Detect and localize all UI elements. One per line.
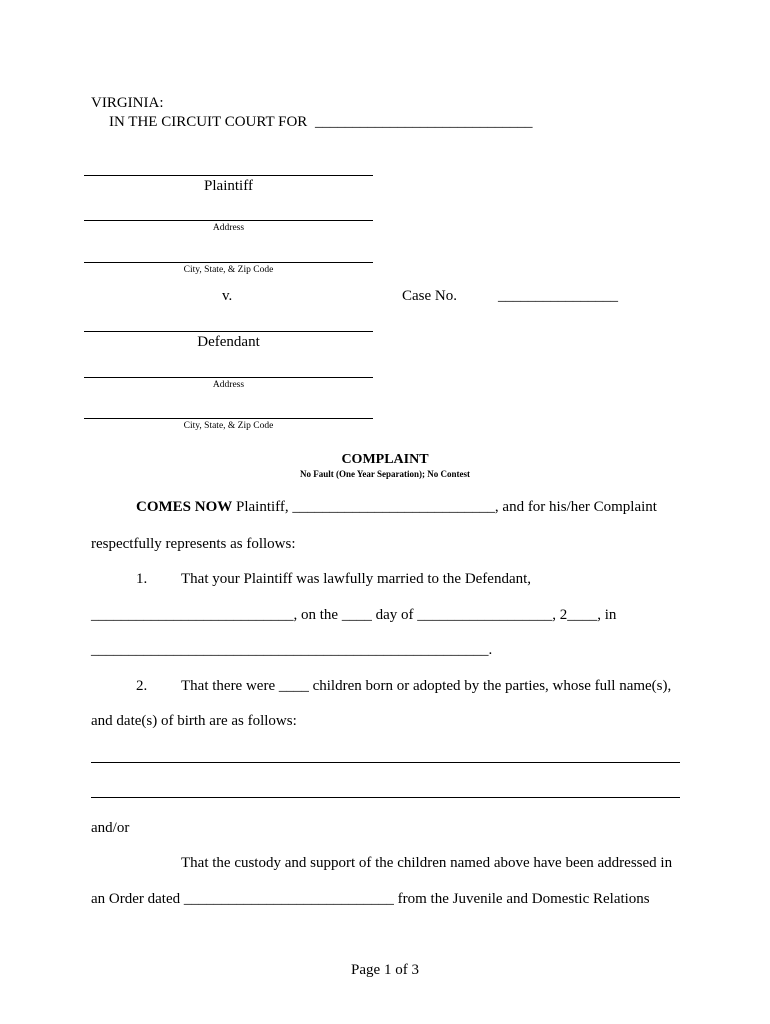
paragraph-2-text[interactable]: That there were ____ children born or adopted by the parties, whose full name(s), (181, 678, 672, 694)
state-heading: VIRGINIA: (91, 95, 164, 111)
defendant-address-line[interactable] (84, 377, 373, 378)
paragraph-1-number: 1. (136, 571, 148, 587)
paragraph-2-number: 2. (136, 678, 148, 694)
defendant-address-label: Address (212, 380, 245, 390)
plaintiff-address-line[interactable] (84, 220, 373, 221)
court-blank[interactable]: _____________________________ (315, 114, 533, 130)
document-subtitle: No Fault (One Year Separation); No Contest (300, 469, 470, 479)
paragraph-2-continuation: and date(s) of birth are as follows: (91, 713, 297, 729)
paragraph-3-text: That the custody and support of the children named above have been addressed in (181, 855, 673, 871)
intro-continuation: respectfully represents as follows: (91, 536, 296, 552)
case-no-label: Case No. (402, 288, 457, 304)
case-no-blank[interactable]: ________________ (498, 288, 618, 304)
plaintiff-city-label: City, State, & Zip Code (183, 265, 274, 275)
intro-line (136, 499, 657, 516)
defendant-signature-line[interactable] (84, 331, 373, 332)
intro-rest[interactable]: Plaintiff, ___________________________, and for his/her Complaint (232, 499, 657, 515)
intro-bold: COMES NOW (136, 499, 233, 515)
children-entry-line-1[interactable] (91, 762, 680, 763)
defendant-city-label: City, State, & Zip Code (183, 421, 274, 431)
document-title: COMPLAINT (341, 452, 429, 467)
plaintiff-label: Plaintiff (204, 178, 253, 194)
plaintiff-address-label: Address (212, 223, 245, 233)
children-entry-line-2[interactable] (91, 797, 680, 798)
defendant-city-line[interactable] (84, 418, 373, 419)
versus-label: v. (222, 288, 233, 304)
paragraph-1-place-blank[interactable]: _____________________________________________________. (91, 642, 493, 658)
court-label: IN THE CIRCUIT COURT FOR (109, 114, 308, 130)
plaintiff-city-line[interactable] (84, 262, 373, 263)
court-line (109, 114, 533, 131)
paragraph-1-marriage-details[interactable]: ___________________________, on the ____ day of __________________, 2____, in (91, 607, 617, 623)
page-number: Page 1 of 3 (351, 962, 419, 978)
defendant-label: Defendant (197, 334, 260, 350)
paragraph-3-order-date[interactable]: an Order dated ____________________________ from the Juvenile and Domestic Relations (91, 891, 650, 907)
plaintiff-signature-line[interactable] (84, 175, 373, 176)
paragraph-1-text: That your Plaintiff was lawfully married to the Defendant, (181, 571, 532, 587)
and-or-label: and/or (91, 820, 130, 836)
